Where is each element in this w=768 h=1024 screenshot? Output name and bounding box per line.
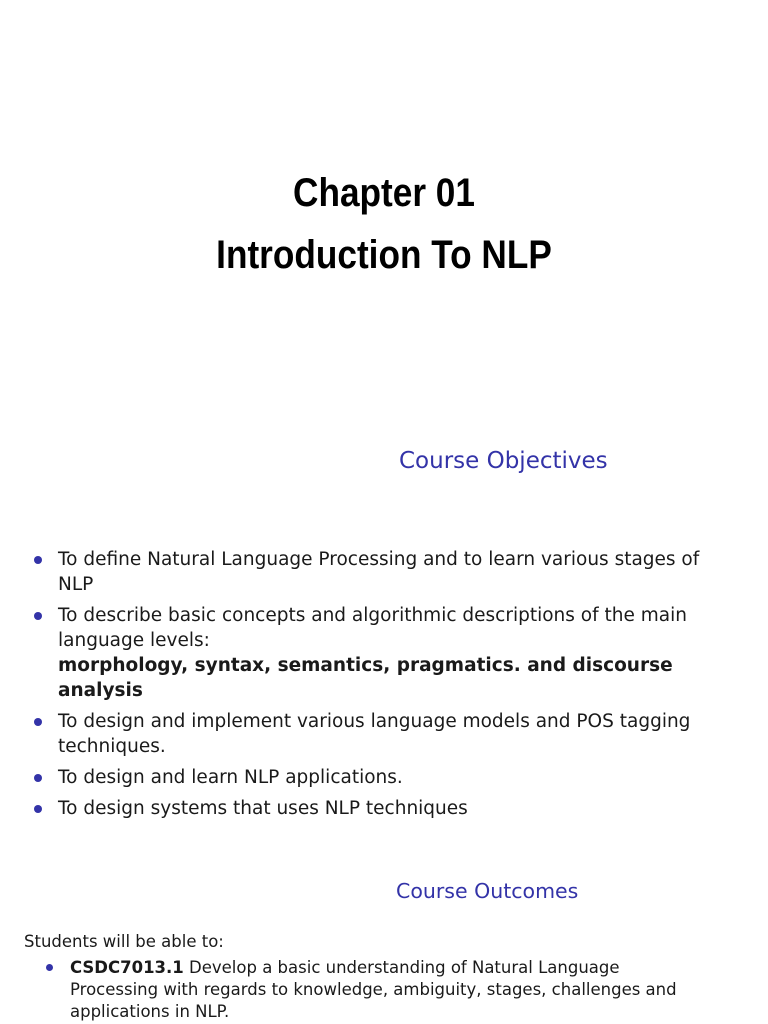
outcome-code: CSDC7013.1 — [70, 958, 184, 977]
objective-text: To design and learn NLP applications. — [58, 767, 403, 788]
objective-text: To define Natural Language Processing and to learn various stages of NLP — [58, 549, 700, 595]
bullet-icon — [34, 612, 42, 620]
outcomes-intro: Students will be able to: — [24, 932, 224, 951]
objective-text: To describe basic concepts and algorithmic descriptions of the main language levels: — [58, 605, 687, 651]
bullet-icon — [34, 556, 42, 564]
course-objectives-heading: Course Objectives — [399, 448, 608, 474]
objective-text: To design and implement various language models and POS tagging techniques. — [58, 711, 691, 757]
objective-item — [34, 709, 734, 759]
objective-text: To design systems that uses NLP techniques — [58, 798, 468, 819]
bullet-icon — [34, 774, 42, 782]
bullet-icon — [46, 964, 53, 971]
objective-item — [34, 547, 734, 597]
objective-bold-text: morphology, syntax, semantics, pragmatics. and discourse analysis — [58, 655, 673, 701]
objective-item — [34, 603, 734, 703]
outcome-item — [46, 957, 686, 1023]
outcome-text: Develop a basic understanding of Natural Language Processing with regards to knowledge, ambiguity, stages, challenges and applications in NLP. — [70, 958, 677, 1021]
objective-item — [34, 765, 734, 790]
chapter-number-title: Chapter 01 — [293, 171, 475, 215]
objectives-list — [34, 547, 734, 827]
outcomes-list — [46, 957, 686, 1023]
chapter-name-title: Introduction To NLP — [216, 233, 552, 277]
bullet-icon — [34, 805, 42, 813]
objective-item — [34, 796, 734, 821]
course-outcomes-heading: Course Outcomes — [396, 879, 579, 903]
bullet-icon — [34, 718, 42, 726]
